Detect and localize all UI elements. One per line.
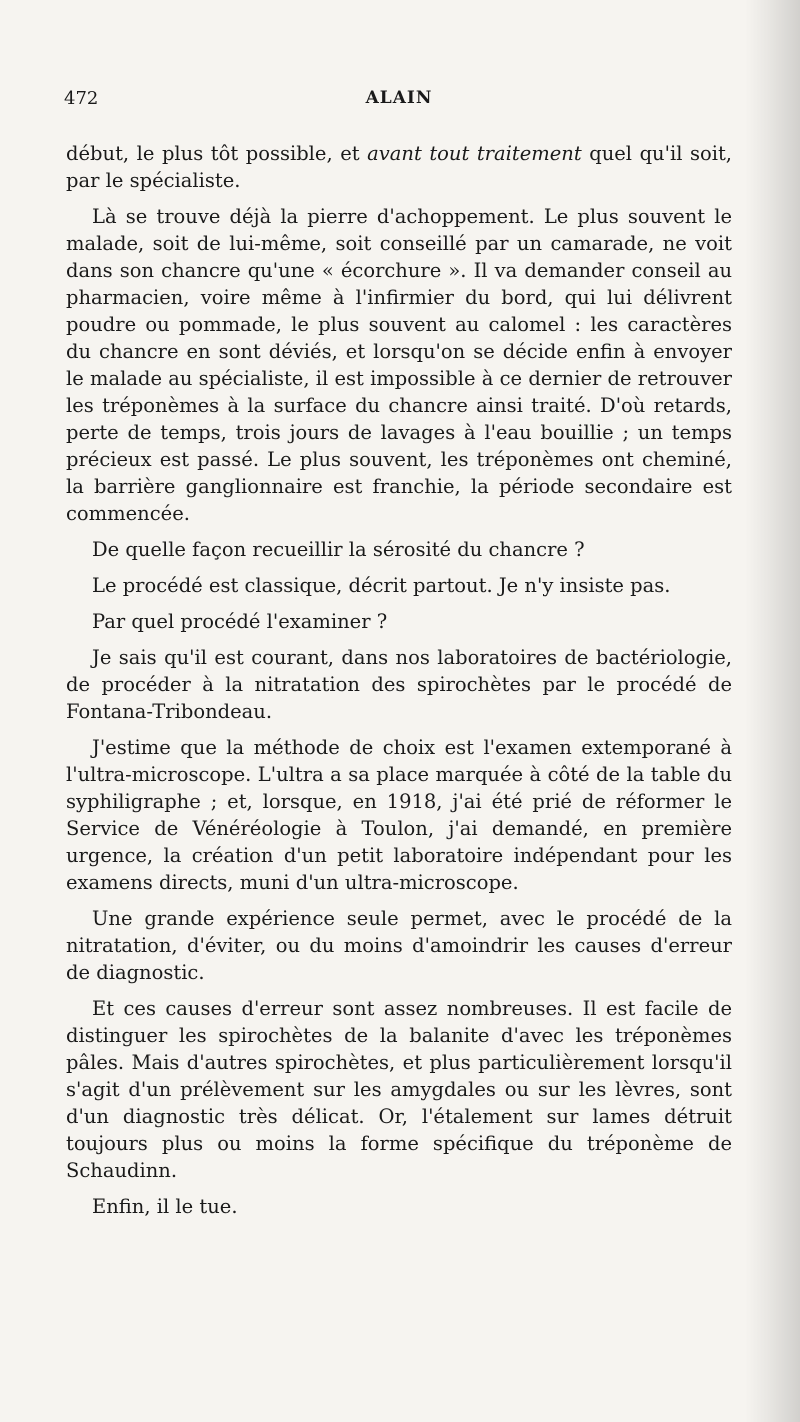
- page-edge-shadow: [745, 0, 800, 1422]
- paragraph-question: Par quel procédé l'examiner ?: [92, 610, 388, 633]
- emphasized-text: avant tout traitement: [367, 142, 582, 165]
- page-number: 472: [64, 88, 99, 109]
- body-text: [66, 140, 732, 1229]
- paragraph-continuation: [66, 140, 732, 194]
- page-header: [64, 88, 734, 118]
- paragraph: Je sais qu'il est courant, dans nos laboratoires de bactériologie, de procéder à la nitratation des spirochètes par le procédé de Fontana-Tribondeau.: [66, 646, 732, 723]
- paragraph: Enfin, il le tue.: [92, 1195, 238, 1218]
- paragraph: Là se trouve déjà la pierre d'achoppement. Le plus souvent le malade, soit de lui-même, soit conseillé par un camarade, ne voit dans son chancre qu'une « écorchure ». Il va demander conseil au pharmacien, voire même à l'infirmier du bord, qui lui délivrent poudre ou pommade, le plus souvent au calomel : les caractères du chancre en sont déviés, et lorsqu'on se décide enfin à envoyer le malade au spécialiste, il est impossible à ce dernier de retrouver les tréponèmes à la surface du chancre ainsi traité. D'où retards, perte de temps, trois jours de lavages à l'eau bouillie ; un temps précieux est passé. Le plus souvent, les tréponèmes ont cheminé, la barrière ganglionnaire est franchie, la période secondaire est commencée.: [66, 205, 732, 525]
- paragraph: Et ces causes d'erreur sont assez nombreuses. Il est facile de distinguer les spirochètes de la balanite d'avec les tréponèmes pâles. Mais d'autres spirochètes, et plus particulièrement lorsqu'il s'agit d'un prélèvement sur les amygdales ou sur les lèvres, sont d'un diagnostic très délicat. Or, l'étalement sur lames détruit toujours plus ou moins la forme spécifique du tréponème de Schaudinn.: [66, 997, 732, 1182]
- paragraph-text: début, le plus tôt possible, et: [66, 142, 368, 165]
- paragraph: Le procédé est classique, décrit partout. Je n'y insiste pas.: [92, 574, 671, 597]
- paragraph: Une grande expérience seule permet, avec le procédé de la nitratation, d'éviter, ou du moins d'amoindrir les causes d'erreur de diagnostic.: [66, 907, 732, 984]
- paragraph-question: De quelle façon recueillir la sérosité du chancre ?: [92, 538, 585, 561]
- paragraph-text: quel qu'il soit, par le spécialiste.: [66, 142, 733, 192]
- paragraph: J'estime que la méthode de choix est l'examen extemporané à l'ultra-microscope. L'ultra a sa place marquée à côté de la table du syphiligraphe ; et, lorsque, en 1918, j'ai été prié de réformer le Service de Vénéréologie à Toulon, j'ai demandé, en première urgence, la création d'un petit laboratoire indépendant pour les examens directs, muni d'un ultra-microscope.: [66, 736, 732, 894]
- running-title: ALAIN: [365, 88, 433, 108]
